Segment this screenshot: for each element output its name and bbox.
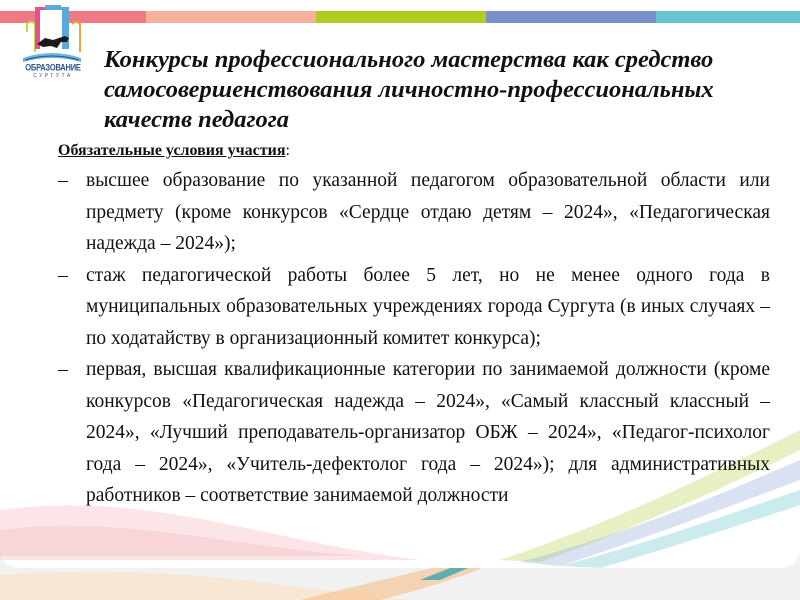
condition-item [58,354,770,512]
condition-item [58,260,770,355]
conditions-list [58,165,770,512]
condition-text: первая, высшая квалификационные категории по занимаемой должности (кроме конкурсов «Педагогическая надежда – 2024», «Самый классный классный – 2024», «Лучший преподаватель-организатор ОБЖ – 2024», «Педагог-психолог года – 2024», «Учитель-дефектолог года – 2024»); для административных работников – соответствие занимаемой должности [86,359,770,506]
conditions-heading [58,141,770,161]
condition-item [58,165,770,260]
header-stripe-peach [146,11,316,23]
slide-title: Конкурсы профессионального мастерства как средство самосовершенствования личностно-профессиональных качеств педагога [104,46,714,133]
logo-subtitle: СУРГУТА [33,73,73,79]
header-stripe-green [316,11,486,23]
conditions-heading-colon: : [285,142,290,159]
condition-text: высшее образование по указанной педагогом образовательной области или предмету (кроме конкурсов «Сердце отдаю детям – 2024», «Педагогическая надежда – 2024»); [86,170,770,254]
bullet-dash-icon: – [58,359,68,380]
bullet-dash-icon: – [58,264,68,286]
header-stripe-teal [656,11,800,23]
header-stripe-blue [486,11,656,23]
condition-text: стаж педагогической работы более 5 лет, но не менее одного года в муниципальных образовательных учреждениях города Сургута (в иных случаях – по ходатайству в организационный комитет конкурса); [86,264,770,349]
bullet-dash-icon: – [58,170,68,191]
conditions-heading-text: Обязательные условия участия [58,142,286,159]
slide-content [58,141,770,512]
logo-title: ОБРАЗОВАНИЕ [25,61,81,74]
